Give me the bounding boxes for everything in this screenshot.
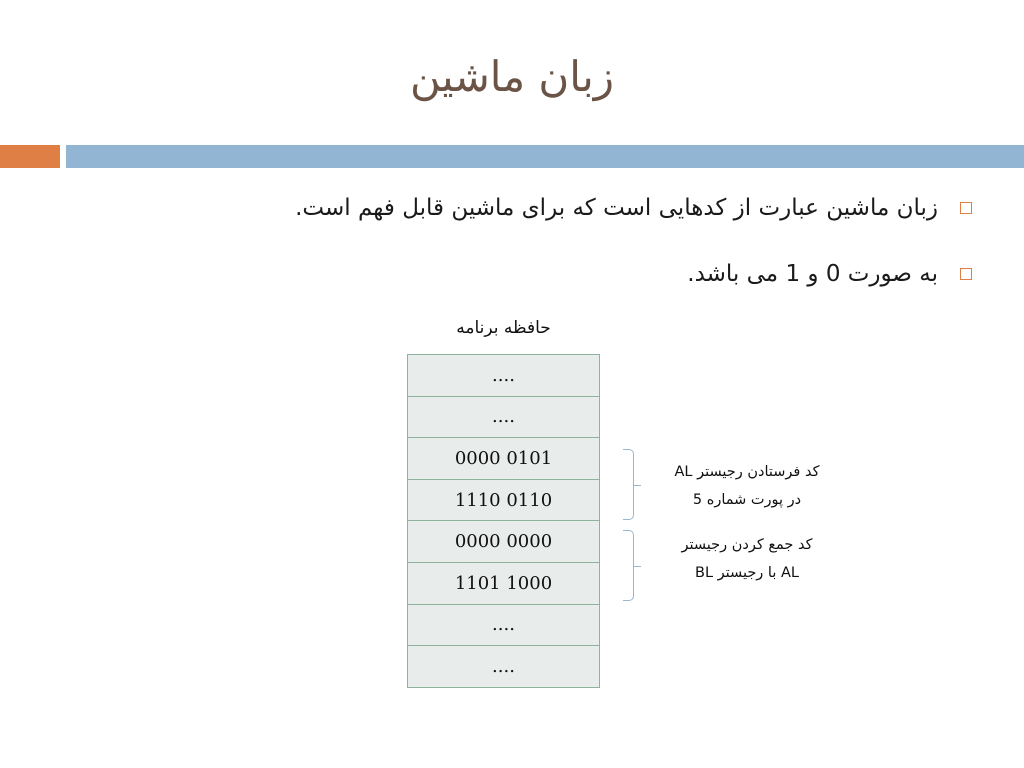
bullet-item [152, 256, 972, 292]
slide-title: زبان ماشین [409, 52, 615, 101]
annotation-line: کد فرستادن رجیستر AL [674, 464, 820, 480]
memory-cell: 1110 0110 [408, 479, 600, 521]
bullet-list [152, 190, 972, 322]
brace-icon [623, 530, 634, 601]
brace-icon [623, 449, 634, 520]
annotation-line: در پورت شماره 5 [692, 492, 802, 508]
memory-cell: .... [408, 646, 600, 688]
memory-cell: 0000 0101 [408, 438, 600, 480]
memory-cell: .... [408, 604, 600, 646]
accent-bar-orange [0, 145, 60, 168]
annotation-line: کد جمع کردن رجیستر [681, 537, 813, 553]
memory-cell: .... [408, 355, 600, 397]
memory-cell: 1101 1000 [408, 562, 600, 604]
square-bullet-icon [960, 268, 972, 280]
annotation-add-al-bl [642, 531, 852, 587]
annotation-send-al [642, 458, 852, 514]
memory-title: حافظه برنامه [456, 318, 551, 338]
bullet-text: زبان ماشین عبارت از کدهایی است که برای ماشین قابل فهم است. [295, 195, 938, 221]
bullet-item [152, 190, 972, 226]
memory-cell: .... [408, 396, 600, 438]
square-bullet-icon [960, 202, 972, 214]
memory-cell: 0000 0000 [408, 521, 600, 563]
bullet-text: به صورت 0 و 1 می باشد. [687, 261, 938, 287]
memory-table [407, 354, 600, 688]
annotation-line: AL با رجیستر BL [695, 565, 799, 581]
accent-bar-blue [66, 145, 1024, 168]
